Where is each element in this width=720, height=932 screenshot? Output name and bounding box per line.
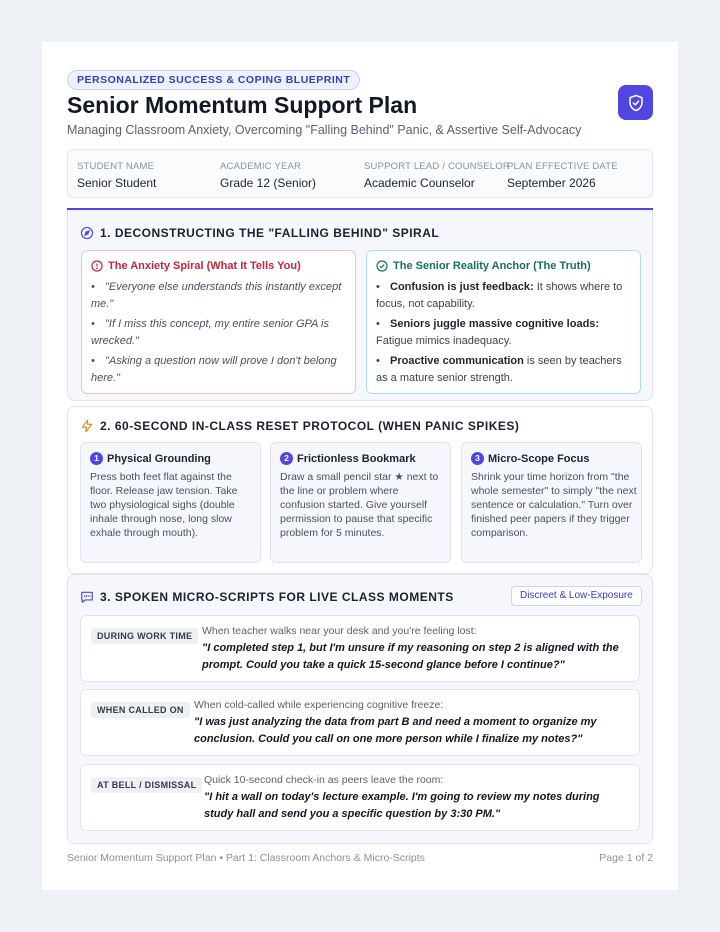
meta-label: STUDENT NAME <box>77 161 155 172</box>
reality-anchor-card <box>366 250 641 394</box>
step-card-frictionless-bookmark <box>270 442 451 563</box>
compass-icon <box>80 226 94 240</box>
step-card-micro-scope-focus <box>461 442 642 563</box>
script-context: Quick 10-second check-in as peers leave the room: <box>204 774 444 786</box>
list-item: • "Everyone else understands this instantly except me." <box>91 281 342 310</box>
anxiety-spiral-card <box>81 250 356 394</box>
section-reset-protocol <box>67 406 653 574</box>
shield-check-icon <box>618 85 653 120</box>
page-subtitle: Managing Classroom Anxiety, Overcoming "Falling Behind" Panic, & Assertive Self-Advocacy <box>67 123 582 137</box>
step-number: 3 <box>471 452 484 465</box>
script-quote: "I completed step 1, but I'm unsure if my reasoning on step 2 is aligned with the prompt. Could you take a quick 15-second glance before I continue?" <box>202 642 619 671</box>
meta-support-lead <box>364 161 510 190</box>
script-card <box>80 689 640 756</box>
step-text: Shrink your time horizon from "the whole semester" to simply "the next sentence or calculation." Turn over finished peer papers if they trigger comparison. <box>471 471 637 539</box>
quote-bubble-icon <box>80 590 94 604</box>
meta-value: Academic Counselor <box>364 176 475 190</box>
card-heading <box>91 260 301 272</box>
page-title: Senior Momentum Support Plan <box>67 92 418 118</box>
lightning-icon <box>80 419 94 433</box>
section-heading <box>80 226 439 240</box>
meta-label: ACADEMIC YEAR <box>220 161 302 172</box>
step-title: Frictionless Bookmark <box>297 452 416 465</box>
section-title-text: 2. 60-SECOND IN-CLASS RESET PROTOCOL (WHEN PANIC SPIKES) <box>100 419 520 433</box>
card-heading-text: The Senior Reality Anchor (The Truth) <box>393 260 591 272</box>
script-context: When cold-called while experiencing cognitive freeze: <box>194 699 444 711</box>
list-item: • "Asking a question now will prove I don't belong here." <box>91 355 337 384</box>
check-circle-icon <box>376 260 388 272</box>
reality-list <box>376 279 634 390</box>
meta-academic-year <box>220 161 316 190</box>
meta-effective-date <box>507 161 618 190</box>
section-heading <box>80 590 454 604</box>
step-text: Press both feet flat against the floor. Release jaw tension. Take two physiological sighs (double inhale through nose, long slow exhale through mouth). <box>90 471 238 539</box>
script-card <box>80 615 640 682</box>
moment-tag: WHEN CALLED ON <box>91 702 190 718</box>
footer-page-number: Page 1 of 2 <box>599 852 653 864</box>
step-card-physical-grounding <box>80 442 261 563</box>
spiral-list <box>91 279 349 390</box>
meta-student-name <box>77 161 156 190</box>
script-quote: "I was just analyzing the data from part B and need a moment to organize my conclusion. Could you call on one more person while I finalize my notes?" <box>194 716 597 745</box>
meta-value: Senior Student <box>77 176 157 190</box>
card-heading-text: The Anxiety Spiral (What It Tells You) <box>108 260 301 272</box>
section-title-text: 3. SPOKEN MICRO-SCRIPTS FOR LIVE CLASS MOMENTS <box>100 590 454 604</box>
document-page <box>42 42 678 890</box>
moment-tag: DURING WORK TIME <box>91 628 198 644</box>
step-number: 2 <box>280 452 293 465</box>
script-quote: "I hit a wall on today's lecture example. I'm going to review my notes during study hall and send you a specific question by 3:30 PM." <box>204 791 600 820</box>
meta-value: Grade 12 (Senior) <box>220 176 317 190</box>
step-heading <box>280 452 416 465</box>
list-item: • Proactive communication is seen by teachers as a mature senior strength. <box>376 355 622 384</box>
step-title: Physical Grounding <box>107 452 211 465</box>
section-micro-scripts <box>67 574 653 844</box>
meta-label: SUPPORT LEAD / COUNSELOR <box>364 161 510 172</box>
alert-icon <box>91 260 103 272</box>
step-heading <box>90 452 211 465</box>
step-heading <box>471 452 589 465</box>
section-falling-behind-spiral <box>67 210 653 401</box>
list-item: • "If I miss this concept, my entire senior GPA is wrecked." <box>91 318 329 347</box>
step-title: Micro-Scope Focus <box>488 452 590 465</box>
footer-document-label: Senior Momentum Support Plan • Part 1: Classroom Anchors & Micro-Scripts <box>67 852 425 864</box>
list-item: • Seniors juggle massive cognitive loads: Fatigue mimics inadequacy. <box>376 318 600 347</box>
discreet-badge: Discreet & Low-Exposure <box>511 586 642 606</box>
step-text: Draw a small pencil star ★ next to the line or problem where confusion started. Give yourself permission to pause that specific problem for 5 minutes. <box>280 471 439 539</box>
blueprint-tag: PERSONALIZED SUCCESS & COPING BLUEPRINT <box>67 70 360 90</box>
script-context: When teacher walks near your desk and you're feeling lost: <box>202 625 477 637</box>
section-heading <box>80 419 519 433</box>
meta-label: PLAN EFFECTIVE DATE <box>507 161 618 172</box>
section-title-text: 1. DECONSTRUCTING THE "FALLING BEHIND" SPIRAL <box>100 226 440 240</box>
card-heading <box>376 260 591 272</box>
step-number: 1 <box>90 452 103 465</box>
list-item: • Confusion is just feedback: It shows where to focus, not capability. <box>376 281 623 310</box>
script-card <box>80 764 640 831</box>
plan-meta-info <box>67 149 653 198</box>
moment-tag: AT BELL / DISMISSAL <box>91 777 202 793</box>
meta-value: September 2026 <box>507 176 596 190</box>
